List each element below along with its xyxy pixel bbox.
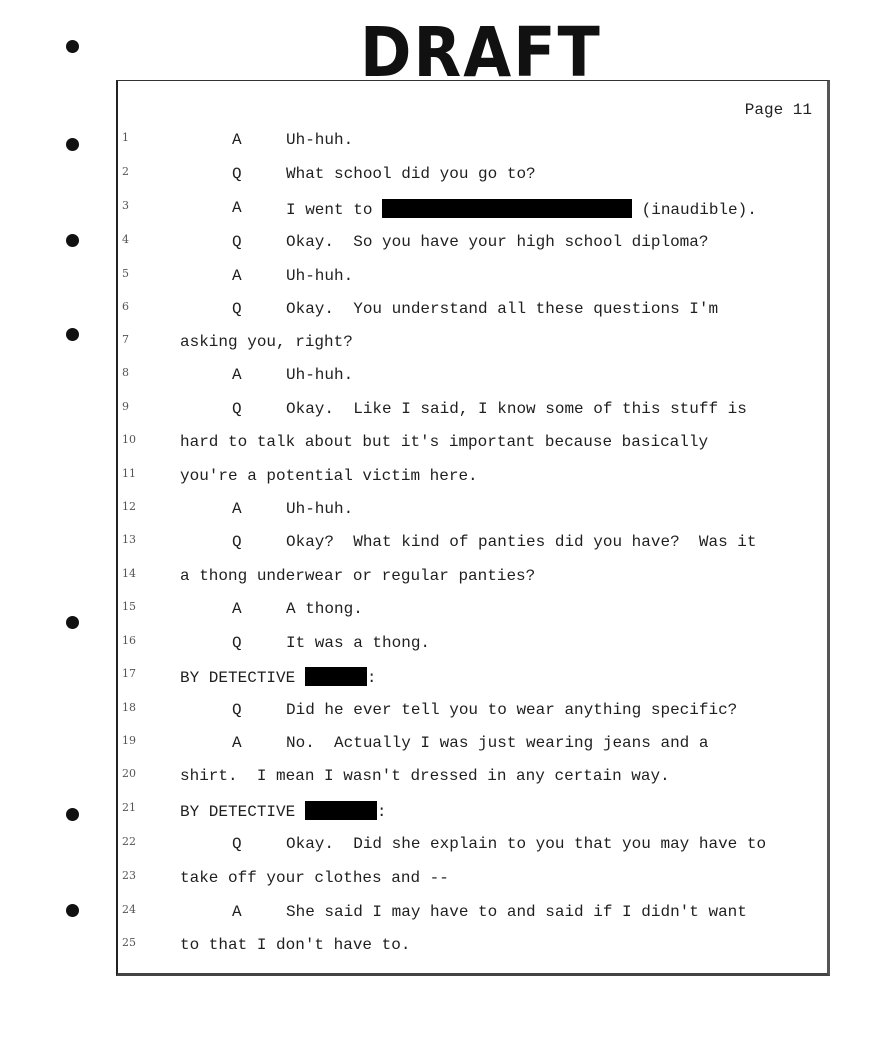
transcript-line [118,400,828,420]
line-number: 18 [122,701,136,714]
speaker-label: Q [232,300,242,318]
page-number: Page 11 [744,101,812,119]
punch-hole [66,138,79,151]
speaker-label: A [232,734,242,752]
line-text-part: : [376,803,387,821]
line-text [286,199,757,219]
line-number: 4 [122,233,129,246]
transcript-line [118,600,828,620]
line-number: 3 [122,199,129,212]
redaction-bar [382,199,632,218]
line-text: Uh-huh. [286,267,354,285]
line-number: 5 [122,267,129,280]
transcript-line [118,701,828,721]
line-text: hard to talk about but it's important because basically [180,433,709,451]
speaker-label: A [232,199,242,217]
line-text-part: (inaudible). [632,201,757,219]
line-number: 11 [122,467,136,480]
punch-hole [66,234,79,247]
line-text: Okay. Did she explain to you that you may have to [286,835,767,853]
line-number: 22 [122,835,136,848]
speaker-label: A [232,131,242,149]
line-text: No. Actually I was just wearing jeans and a [286,734,709,752]
line-number: 2 [122,165,129,178]
line-text-part: I went to [286,201,383,219]
transcript-line [118,936,828,956]
transcript-line [118,467,828,487]
punch-hole [66,808,79,821]
transcript-page [116,80,830,976]
line-text-part: BY DETECTIVE [180,803,305,821]
line-text: Okay. Like I said, I know some of this stuff is [286,400,747,418]
line-text [180,801,386,821]
line-number: 8 [122,366,129,379]
line-text: to that I don't have to. [180,936,411,954]
transcript-line [118,835,828,855]
transcript-line [118,433,828,453]
line-number: 13 [122,533,136,546]
line-text: A thong. [286,600,363,618]
line-text: you're a potential victim here. [180,467,478,485]
line-number: 12 [122,500,136,513]
transcript-line [118,634,828,654]
transcript-line [118,533,828,553]
line-number: 10 [122,433,136,446]
line-number: 24 [122,903,136,916]
speaker-label: Q [232,701,242,719]
punch-hole [66,904,79,917]
transcript-line [118,233,828,253]
transcript-line [118,267,828,287]
line-text: Uh-huh. [286,500,354,518]
line-text: What school did you go to? [286,165,536,183]
line-number: 19 [122,734,136,747]
line-text: She said I may have to and said if I didn't want [286,903,747,921]
line-number: 20 [122,767,136,780]
transcript-line [118,500,828,520]
line-text: Uh-huh. [286,366,354,384]
transcript-line [118,131,828,151]
line-number: 16 [122,634,136,647]
transcript-line [118,667,828,687]
transcript-line [118,333,828,353]
speaker-label: Q [232,533,242,551]
speaker-label: A [232,500,242,518]
line-text: asking you, right? [180,333,353,351]
redaction-bar [305,667,367,686]
line-number: 21 [122,801,136,814]
line-text: Okay. So you have your high school diploma? [286,233,709,251]
transcript-line [118,869,828,889]
transcript-line [118,767,828,787]
line-text-part: BY DETECTIVE [180,669,305,687]
speaker-label: Q [232,233,242,251]
line-number: 23 [122,869,136,882]
line-text: shirt. I mean I wasn't dressed in any certain way. [180,767,670,785]
line-number: 1 [122,131,129,144]
speaker-label: A [232,903,242,921]
punch-hole [66,616,79,629]
line-text: Okay. You understand all these questions I'm [286,300,719,318]
line-number: 15 [122,600,136,613]
speaker-label: Q [232,835,242,853]
transcript-line [118,300,828,320]
line-number: 6 [122,300,129,313]
redaction-bar [305,801,377,820]
line-number: 9 [122,400,129,413]
speaker-label: Q [232,634,242,652]
transcript-line [118,903,828,923]
speaker-label: Q [232,400,242,418]
line-text: It was a thong. [286,634,431,652]
line-text-part: : [366,669,377,687]
draft-stamp: DRAFT [360,12,602,93]
line-text [180,667,376,687]
transcript-line [118,734,828,754]
line-text: a thong underwear or regular panties? [180,567,536,585]
speaker-label: A [232,600,242,618]
speaker-label: A [232,366,242,384]
line-text: Uh-huh. [286,131,354,149]
line-text: take off your clothes and -- [180,869,449,887]
transcript-line [118,801,828,821]
transcript-line [118,567,828,587]
line-number: 17 [122,667,136,680]
speaker-label: Q [232,165,242,183]
punch-hole [66,40,79,53]
line-text: Did he ever tell you to wear anything specific? [286,701,738,719]
punch-hole [66,328,79,341]
line-text: Okay? What kind of panties did you have? Was it [286,533,757,551]
transcript-line [118,165,828,185]
transcript-line [118,199,828,219]
line-number: 7 [122,333,129,346]
line-number: 14 [122,567,136,580]
speaker-label: A [232,267,242,285]
line-number: 25 [122,936,136,949]
transcript-line [118,366,828,386]
